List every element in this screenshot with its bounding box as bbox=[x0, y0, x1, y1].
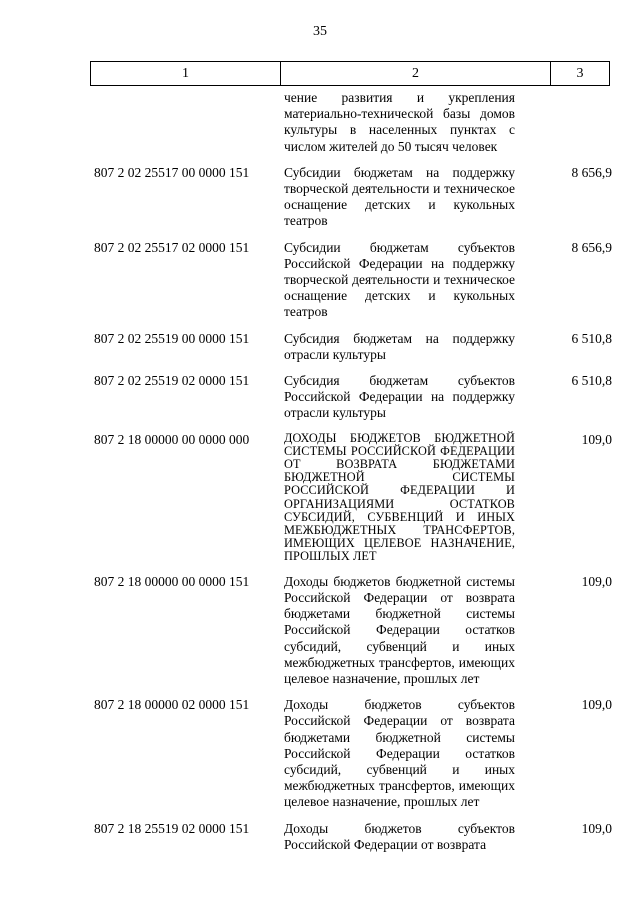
header-col-3: 3 bbox=[576, 65, 584, 81]
row-description: Доходы бюджетов бюджетной системы Российской Федерации от возврата бюджетами бюджетной системы Российской Федерации остатков субсидий, субвенций и иных межбюджетных трансфертов, имеющих целевое назначение, прошлых лет bbox=[284, 573, 515, 686]
row-description: Доходы бюджетов субъектов Российской Федерации от возврата бюджетами бюджетной системы Российской Федерации остатков субсидий, субвенций и иных межбюджетных трансфертов, имеющих целевое назначение, прошлых лет bbox=[284, 697, 515, 810]
row-amount: 6 510,8 bbox=[571, 330, 612, 346]
table-row bbox=[90, 373, 612, 422]
table-row bbox=[90, 165, 612, 230]
table-row bbox=[90, 90, 612, 155]
budget-code: 807 2 02 25517 02 0000 151 bbox=[94, 239, 250, 255]
budget-code: 807 2 18 00000 00 0000 000 bbox=[94, 431, 250, 447]
budget-code: 807 2 18 00000 02 0000 151 bbox=[94, 697, 250, 713]
row-description: Доходы бюджетов субъектов Российской Федерации от возврата bbox=[284, 820, 515, 852]
table-header bbox=[90, 61, 610, 86]
table-row bbox=[90, 240, 612, 321]
row-description: чение развития и укрепления материально-технической базы домов культуры в населенных пунктах с числом жителей до 50 тысяч человек bbox=[284, 90, 515, 154]
table-body bbox=[90, 90, 612, 863]
row-description: Субсидии бюджетам на поддержку творческой деятельности и техническое оснащение детских и кукольных театров bbox=[284, 164, 515, 229]
row-amount: 109,0 bbox=[581, 820, 612, 836]
page-number: 35 bbox=[313, 24, 327, 39]
budget-code: 807 2 02 25517 00 0000 151 bbox=[94, 164, 250, 180]
row-amount: 109,0 bbox=[581, 431, 612, 447]
header-col-2: 2 bbox=[281, 62, 551, 85]
row-description: Субсидия бюджетам субъектов Российской Федерации на поддержку отрасли культуры bbox=[284, 373, 515, 421]
budget-code: 807 2 18 00000 00 0000 151 bbox=[94, 573, 250, 589]
row-description: Субсидия бюджетам на поддержку отрасли культуры bbox=[284, 330, 515, 362]
budget-code: 807 2 02 25519 02 0000 151 bbox=[94, 373, 250, 389]
table-row bbox=[90, 697, 612, 810]
row-amount: 109,0 bbox=[581, 697, 612, 713]
table-row bbox=[90, 574, 612, 687]
row-amount: 109,0 bbox=[581, 573, 612, 589]
header-col-1: 1 bbox=[91, 62, 281, 85]
table-row bbox=[90, 432, 612, 564]
table-row bbox=[90, 821, 612, 853]
row-description: ДОХОДЫ БЮДЖЕТОВ БЮДЖЕТНОЙ СИСТЕМЫ РОССИЙСКОЙ ФЕДЕРАЦИИ ОТ ВОЗВРАТА БЮДЖЕТАМИ БЮДЖЕТНОЙ СИСТЕМЫ РОССИЙСКОЙ ФЕДЕРАЦИИ И ОРГАНИЗАЦИЯМИ ОСТАТКОВ СУБСИДИЙ, СУБВЕНЦИЙ И ИНЫХ МЕЖБЮДЖЕТНЫХ ТРАНСФЕРТОВ, ИМЕЮЩИХ ЦЕЛЕВОЕ НАЗНАЧЕНИЕ, ПРОШЛЫХ ЛЕТ bbox=[284, 430, 515, 564]
row-amount: 8 656,9 bbox=[571, 239, 612, 255]
row-description: Субсидии бюджетам субъектов Российской Федерации на поддержку творческой деятельности и техническое оснащение детских и кукольных театров bbox=[284, 239, 515, 320]
table-row bbox=[90, 331, 612, 363]
budget-code: 807 2 02 25519 00 0000 151 bbox=[94, 330, 250, 346]
row-amount: 8 656,9 bbox=[571, 164, 612, 180]
row-amount: 6 510,8 bbox=[571, 373, 612, 389]
budget-code: 807 2 18 25519 02 0000 151 bbox=[94, 820, 250, 836]
